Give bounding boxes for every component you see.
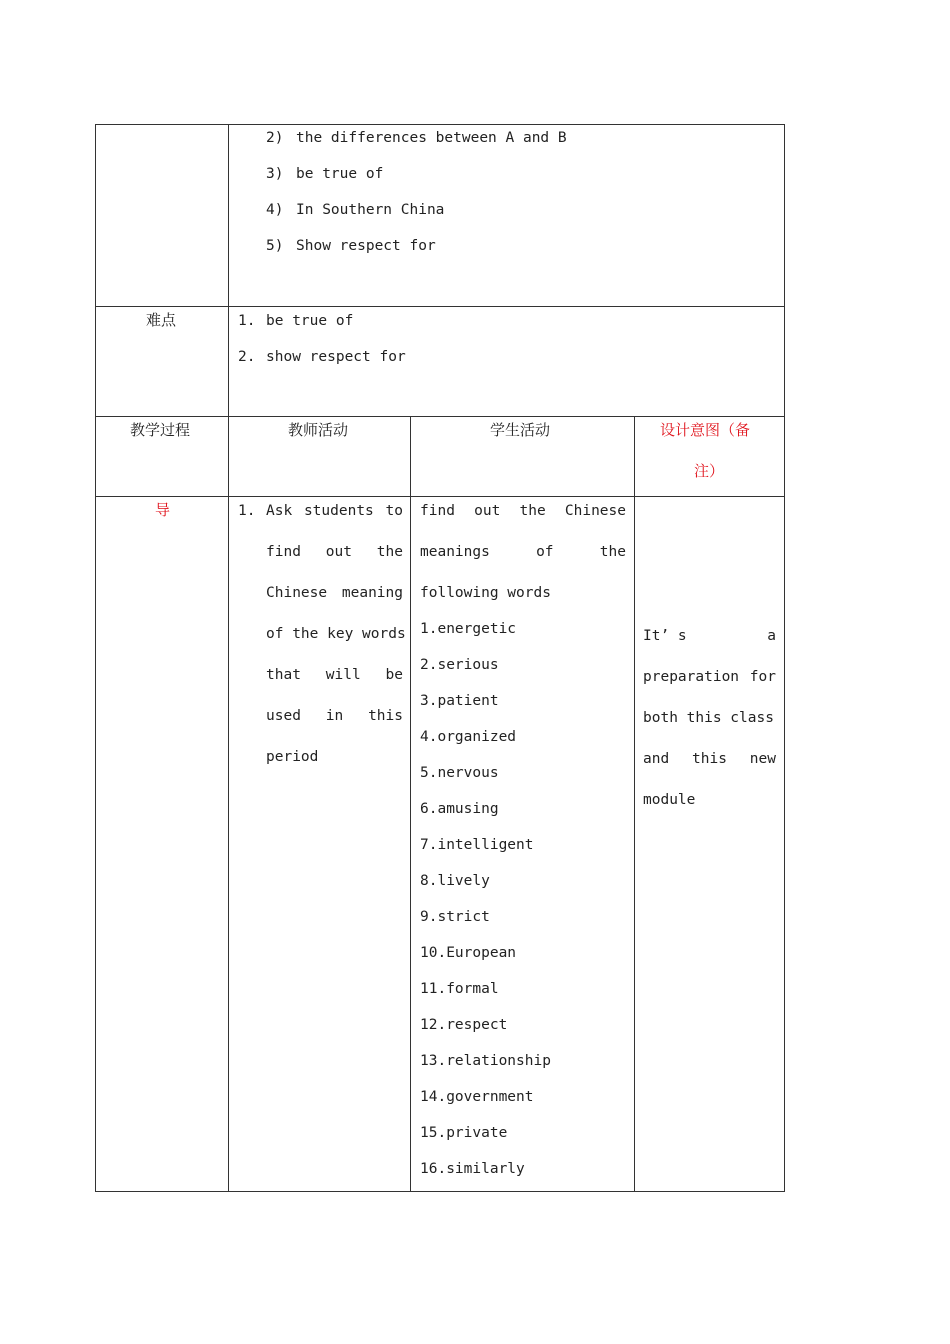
vocab-item: 12.respect bbox=[420, 1017, 508, 1033]
stage-label: 导 bbox=[155, 501, 171, 519]
vocab-item: 9.strict bbox=[420, 909, 490, 925]
word: that bbox=[266, 667, 301, 683]
word: of bbox=[536, 544, 554, 560]
table-border-left bbox=[95, 124, 96, 1192]
text-line bbox=[420, 543, 626, 561]
column-divider-3 bbox=[634, 416, 635, 1192]
header-student-activity: 学生活动 bbox=[490, 421, 551, 439]
word: and bbox=[643, 751, 670, 767]
vocab-item: 14.government bbox=[420, 1089, 534, 1105]
list-item-number: 2) bbox=[266, 130, 284, 146]
column-divider-2 bbox=[410, 416, 411, 1192]
word: module bbox=[643, 792, 696, 808]
vocab-item: 10.European bbox=[420, 945, 517, 961]
header-design-intent: 设计意图（备 bbox=[660, 421, 751, 439]
word: both this class bbox=[643, 710, 774, 726]
list-item-number: 3) bbox=[266, 166, 284, 182]
word: students bbox=[303, 503, 374, 519]
word: will bbox=[325, 667, 361, 683]
vocab-item: 8.lively bbox=[420, 873, 490, 889]
table-border-bottom bbox=[95, 1191, 785, 1192]
word: Chinese bbox=[564, 503, 626, 519]
list-item-text: be true of bbox=[266, 313, 354, 329]
header-teacher-activity: 教师活动 bbox=[288, 421, 349, 439]
vocab-item: 3.patient bbox=[420, 693, 499, 709]
word: following words bbox=[420, 585, 551, 601]
table-border-right bbox=[784, 124, 785, 1192]
word: meaning bbox=[341, 585, 403, 601]
vocab-item: 4.organized bbox=[420, 729, 517, 745]
word: It’ s bbox=[643, 628, 687, 644]
word: this bbox=[692, 751, 727, 767]
word: in bbox=[325, 708, 344, 724]
word: out bbox=[474, 503, 501, 519]
text-line bbox=[643, 791, 695, 809]
word: the bbox=[376, 544, 403, 560]
row-divider-3 bbox=[95, 496, 785, 497]
text-line bbox=[643, 750, 776, 768]
word: find bbox=[420, 503, 455, 519]
column-divider-1 bbox=[228, 124, 229, 1192]
word: find bbox=[266, 544, 301, 560]
list-item-text: In Southern China bbox=[296, 202, 445, 218]
text-line bbox=[420, 584, 551, 602]
list-item-number: 4) bbox=[266, 202, 284, 218]
word: of the key words bbox=[266, 626, 406, 642]
list-item-text: Show respect for bbox=[296, 238, 436, 254]
list-item-number: 1. bbox=[238, 313, 256, 329]
text-line bbox=[266, 543, 403, 561]
text-line bbox=[643, 709, 774, 727]
text-line bbox=[266, 748, 318, 766]
list-item-text: be true of bbox=[296, 166, 384, 182]
word: out bbox=[325, 544, 352, 560]
vocab-item: 2.serious bbox=[420, 657, 499, 673]
header-process: 教学过程 bbox=[130, 421, 191, 439]
word: used bbox=[266, 708, 301, 724]
word: the bbox=[599, 544, 626, 560]
vocab-item: 11.formal bbox=[420, 981, 499, 997]
word: for bbox=[749, 669, 776, 685]
word: meanings bbox=[420, 544, 490, 560]
word: new bbox=[749, 751, 776, 767]
table-border-top bbox=[95, 124, 785, 125]
word: preparation bbox=[643, 669, 740, 685]
list-item-text: the differences between A and B bbox=[296, 130, 567, 146]
word: a bbox=[767, 628, 776, 644]
text-line bbox=[266, 625, 406, 643]
word: Ask bbox=[266, 503, 293, 519]
word: to bbox=[385, 503, 403, 519]
text-line bbox=[266, 666, 403, 684]
word: Chinese bbox=[266, 585, 328, 601]
text-line bbox=[643, 627, 776, 645]
list-item-number: 5) bbox=[266, 238, 284, 254]
text-line bbox=[266, 707, 403, 725]
text-line bbox=[420, 502, 626, 520]
text-line bbox=[266, 584, 403, 602]
row-divider-2 bbox=[95, 416, 785, 417]
word: be bbox=[385, 667, 403, 683]
text-line bbox=[266, 502, 403, 520]
vocab-item: 5.nervous bbox=[420, 765, 499, 781]
list-item-number: 2. bbox=[238, 349, 256, 365]
row-divider-1 bbox=[95, 306, 785, 307]
vocab-item: 7.intelligent bbox=[420, 837, 534, 853]
header-design-intent-cont: 注） bbox=[694, 462, 725, 480]
list-item-text: show respect for bbox=[266, 349, 406, 365]
teacher-activity-number: 1. bbox=[238, 503, 256, 519]
vocab-item: 15.private bbox=[420, 1125, 508, 1141]
vocab-item: 16.similarly bbox=[420, 1161, 525, 1177]
vocab-item: 13.relationship bbox=[420, 1053, 551, 1069]
vocab-item: 1.energetic bbox=[420, 621, 517, 637]
vocab-item: 6.amusing bbox=[420, 801, 499, 817]
word: period bbox=[266, 749, 319, 765]
difficulty-label: 难点 bbox=[146, 311, 177, 329]
text-line bbox=[643, 668, 776, 686]
word: this bbox=[368, 708, 403, 724]
word: the bbox=[519, 503, 546, 519]
